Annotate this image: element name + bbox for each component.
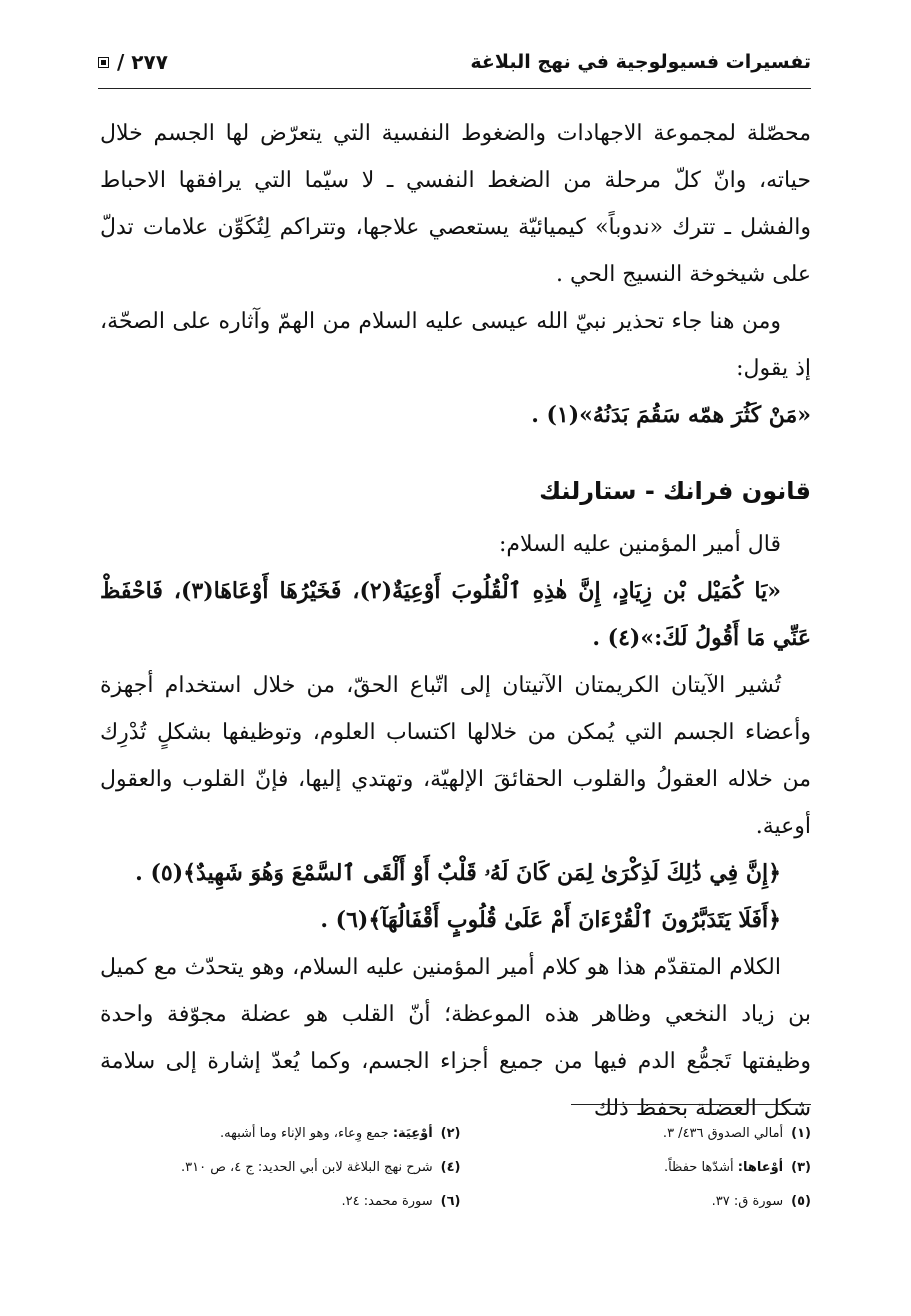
running-header	[98, 44, 811, 80]
footnote-number: (١)	[791, 1126, 811, 1141]
footnote-number: (٣)	[791, 1160, 811, 1175]
footnote-item	[481, 1192, 812, 1212]
footnote-item	[130, 1124, 461, 1144]
quran-verse: ﴿أَفَلَا يَتَدَبَّرُونَ ٱلْقُرْءَانَ أَمْ عَلَىٰ قُلُوبٍ أَقْفَالُهَآ﴾(٦) .	[320, 907, 781, 933]
paragraph: قال أمير المؤمنين عليه السلام:	[498, 532, 781, 557]
footnote-divider	[571, 1104, 811, 1105]
footnote-number: (٤)	[440, 1160, 461, 1175]
quote: «يَا كُمَيْل بْن زِيَادٍ، إِنَّ هٰذِهِ ٱلْقُلُوبَ أَوْعِيَةٌ(٢)، فَخَيْرُهَا أَوْعَاهَا(٣)، فَاحْفَظْ عَنِّي مَا أَقُولُ لَكَ:»(٤) .	[100, 578, 811, 651]
footnote-number: (٥)	[791, 1194, 811, 1209]
footnote-text: أمالي الصدوق ٤٣٦/ ٣.	[662, 1126, 784, 1141]
paragraph: تُشير الآيتان الكريمتان الآتيتان إلى اتّباع الحقّ، من خلال استخدام أجهزة وأعضاء الجسم التي يُمكن من خلالها اكتساب العلوم، وتوظيفها بشكلٍ تُدْرِك من خلاله العقولُ والقلوب الحقائقَ الإلهيّة، وتهتدي إليها، فإنّ القلوب والعقول أوعية.	[100, 673, 811, 839]
quote: «مَنْ كَثُرَ همّه سَقُمَ بَدَنُهُ»(١) .	[531, 402, 811, 428]
footnote-item	[130, 1158, 461, 1178]
footnote-text: أشدّها حفظاً.	[663, 1160, 734, 1175]
footnote-term: أوْعاها:	[737, 1160, 784, 1175]
header-title: تفسيرات فسيولوجية في نهج البلاغة	[470, 51, 811, 73]
footnote-item	[481, 1124, 812, 1144]
footnote-text: سورة محمد: ٢٤.	[341, 1194, 433, 1209]
paragraph: الكلام المتقدّم هذا هو كلام أمير المؤمنين عليه السلام، وهو يتحدّث مع كميل بن زياد النخعي وظاهر هذه الموعظة؛ أنّ القلب هو عضلة مجوّفة واحدة وظيفتها تَجمُّع الدم فيها من جميع أجزاء الجسم، وكما يُعدّ إشارة إلى سلامة شكل العضلة بحفظ ذلك	[100, 955, 811, 1121]
footnote-term: أوْعِيَة:	[392, 1126, 433, 1141]
footnote-item	[130, 1192, 461, 1212]
page-number: ٢٧٧ /	[117, 50, 168, 74]
main-text	[100, 110, 811, 1132]
footnote-text: سورة ق: ٣٧.	[711, 1194, 784, 1209]
footnote-text: جمع وِعاء، وهو الإناء وما أشبهه.	[219, 1126, 389, 1141]
page-number-group	[98, 50, 168, 74]
paragraph: محصّلة لمجموعة الاجهادات والضغوط النفسية التي يتعرّض لها الجسم خلال حياته، وانّ كلّ مرحلة من الضغط النفسي ـ لا سيّما التي يرافقها الاحباط والفشل ـ تترك «ندوباً» كيميائيّة يستعصي علاجها، وتتراكم لِتُكَوِّن علامات تدلّ على شيخوخة النسيج الحي .	[100, 121, 811, 287]
header-divider	[98, 88, 811, 89]
footnotes	[130, 1124, 811, 1212]
paragraph: ومن هنا جاء تحذير نبيّ الله عيسى عليه السلام من الهمّ وآثاره على الصحّة، إذ يقول:	[100, 309, 811, 381]
footnote-number: (٢)	[440, 1126, 461, 1141]
quran-verse: ﴿إِنَّ فِي ذَٰلِكَ لَذِكْرَىٰ لِمَن كَانَ لَهُۥ قَلْبٌ أَوْ أَلْقَى ٱلسَّمْعَ وَهُوَ شَهِيدٌ﴾(٥) .	[135, 860, 781, 886]
square-ornament-icon	[98, 57, 109, 68]
footnote-text: شرح نهج البلاغة لابن أبي الحديد: ج ٤، ص ٣١٠.	[180, 1160, 433, 1175]
footnote-item	[481, 1158, 812, 1178]
section-heading: قانون فرانك - ستارلنك	[539, 477, 811, 505]
footnote-number: (٦)	[440, 1194, 461, 1209]
